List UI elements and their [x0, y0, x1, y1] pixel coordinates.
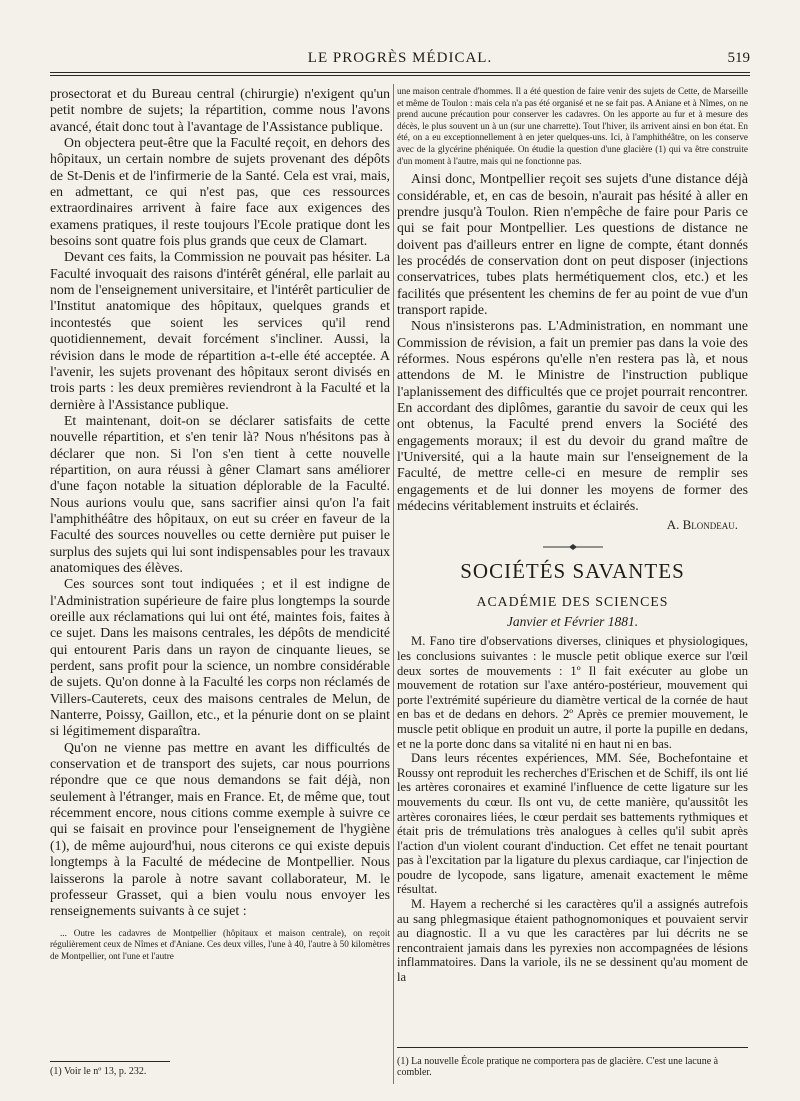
journal-title: LE PROGRÈS MÉDICAL. — [307, 50, 493, 66]
column-separator — [393, 84, 394, 1084]
right-paragraph: Nous n'insisterons pas. L'Administration, en nommant une Commission de révision, a fait un premier pas dans la voie des réformes. Nous espérons qu'elle n'en restera pas là, et nous attendons de M. le Ministre de l'instruction publique l'aplanissement des difficultés que ce projet pourrait rencontrer. En accordant des diplômes, garantie du savoir de ceux qui les ont obtenus, la Faculté prend envers la Société des engagements moraux; il est du devoir du grand maître de l'Université, qui a la haute main sur l'enseignement de la Faculté, de mettre celle-ci en mesure de remplir ses engagements et de lui donner les moyens de former des médecins véritablement instruits et éclairés. — [397, 318, 748, 514]
ornament-icon — [543, 544, 603, 550]
page-number: 519 — [727, 50, 750, 66]
left-quote: ... Outre les cadavres de Montpellier (hôpitaux et maison centrale), on reçoit régulièrement ceux de Nîmes et d'Aniane. Ces deux villes, l'une à 40, l'autre à 50 kilomètres de Montpellier, ont l'une et l'autre — [50, 927, 390, 961]
left-paragraph: On objectera peut-être que la Faculté reçoit, en dehors des hôpitaux, un certain nombre de sujets provenant des dépôts de St-Denis et de l'infirmerie de la Santé. Cela est vrai, mais, en admettant, ce qui n'est pas, que ces ressources extraordinaires arrivent à faire face aux exigences des examens pratiques, il reste toujours l'Ecole pratique dont les besoins sont quatre fois plus grands que ceux de Clamart. — [50, 135, 390, 249]
science-paragraph: Dans leurs récentes expériences, MM. Sée, Bochefontaine et Roussy ont reproduit les recherches d'Erischen et de Schiff, ils ont lié les artères coronaires et examiné l'influence de cette ligature sur les mouvements du cœur. Ils ont vu, de cette manière, qu'aussitôt les artères coronaires liées, le cœur perdait ses battements rythmiques et était pris de trémulations très analogues à celles qu'il subit après l'action d'un violent courant d'induction. Cet effet ne tenait pourtant pas à l'excitation par la ligature du plexus cardiaque, car l'injection de poudre de lycopode, sans ligature, amenait exactement le même résultat. — [397, 751, 748, 897]
science-paragraph: M. Fano tire d'observations diverses, cliniques et physiologiques, les conclusions suivantes : le muscle petit oblique exerce sur l'œil deux sortes de mouvements : 1º Il fait exécuter au globe un mouvement de rotation sur l'axe antéro-postérieur, mouvement qui porte l'extrémité supérieure du diamètre vertical de la cornée de haut en bas et de dedans en dehors. 2º Après ce premier mouvement, le muscle petit oblique en produit un autre, il porte la pupille en dedans, et ne la porte donc dans sa vitalité ni en haut ni en bas. — [397, 634, 748, 751]
right-footnote: (1) La nouvelle École pratique ne comportera pas de glacière. C'est une lacune à combler. — [397, 1056, 719, 1078]
left-column — [50, 86, 390, 962]
page-header — [50, 50, 750, 74]
left-paragraph: Et maintenant, doit-on se déclarer satisfaits de cette nouvelle répartition, et s'en tenir là? Nous n'hésitons pas à déclarer que non. Si l'on s'en tient à cette nouvelle répartition, on aura réussi à gêner Clamart sans améliorer d'une façon notable la situation déplorable de la Faculté. Nous aurions voulu que, sans sacrifier ainsi qu'on l'a fait l'amphithéâtre des hôpitaux, on eut su créer en faveur de la Faculté des sources nouvelles ou cette dernière put puiser le surplus des sujets qui lui sont indispensables pour les travaux anatomiques des élèves. — [50, 412, 390, 575]
left-footnote-rule — [50, 1061, 170, 1062]
right-footnote-rule — [397, 1047, 748, 1048]
left-footnote: (1) Voir le nº 13, p. 232. — [50, 1066, 147, 1077]
header-rule-top — [50, 72, 750, 73]
right-paragraph: Ainsi donc, Montpellier reçoit ses sujets d'une distance déjà considérable, et, en cas de besoin, n'aurait pas hésité à aller en prendre jusqu'à Toulon. Rien n'empêche de faire pour Paris ce qui se fait pour Montpellier. Les questions de distance ne doivent pas d'ailleurs entrer en ligne de compte, étant donnés les procédés de conservation dont on peut disposer (injections conservatrices, tubes plats hermétiquement clos, etc.) et les facilités que présentent les chemins de fer au point de vue d'un transport rapide. — [397, 171, 748, 317]
left-paragraph: Qu'on ne vienne pas mettre en avant les difficultés de conservation et de transport des sujets, car nous pourrions répondre que ce que nous demandons se fait déjà, non seulement à l'étranger, mais en France. Et, de même que, tout récemment encore, nous citions comme exemple à suivre ce qui se faisait en province pour l'enseignement de l'hygiène (1), de même aujourd'hui, nous citerons ce qui existe depuis longtemps à la Faculté de médecine de Montpellier. Nous laisserons la parole à notre savant collaborateur, M. le professeur Grasset, qui a bien voulu nous envoyer les renseignements suivants à ce sujet : — [50, 739, 390, 919]
left-paragraph: Devant ces faits, la Commission ne pouvait pas hésiter. La Faculté invoquait des raisons d'intérêt général, elle parlait au nom de l'enseignement universitaire, et l'intérêt particulier de l'Institut anatomique des hôpitaux, quelques grands et incontestés que soient les services qu'il rend quotidiennement, devait forcément s'incliner. Aussi, la révision dans le mode de répartition a-t-elle été acceptée. A l'avenir, les sujets provenant des hôpitaux seront divisés en trois parts : les deux premières reviendront à la Faculté et la dernière à l'Assistance publique. — [50, 249, 390, 412]
session-date: Janvier et Février 1881. — [506, 614, 639, 630]
signature: A. Blondeau. — [666, 517, 738, 533]
right-column — [397, 86, 748, 985]
ornament-divider — [397, 541, 748, 553]
right-quote: une maison centrale d'hommes. Il a été question de faire venir des sujets de Cette, de Marseille et même de Toulon : mais cela n'a pas été organisé et ne se fait pas. A Aniane et à Nîmes, on ne prend aucune précaution pour conserver les cadavres. On les apporte au fur et à mesure des décès, le plus souvent un à un (sur une charrette). Tout l'hiver, ils arrivent ainsi en bon état. En été, on a eu exceptionnellement à en jeter quelques-uns. Ici, à l'amphithéâtre, on les conserve avec de la glycérine phéniquée. On étudie la question d'une glacière (1) qui va être construite d'un moment à l'autre, mais qui ne fonctionne pas. — [397, 86, 748, 166]
header-rule-bottom — [50, 75, 750, 76]
left-paragraph: Ces sources sont tout indiquées ; et il est indigne de l'Administration supérieure de faire plus longtemps la sourde oreille aux réclamations qui lui ont été, maintes fois, faites à ce sujet. Dans les maisons centrales, les dépôts de mendicité qui entourent Paris dans un rayon de cinquante lieues, se perdent, sans profit pour la science, un nombre considérable de sujets. Qu'on donne à la Faculté les corps non réclamés de Villers-Cauterets, ceux des maisons centrales de Melun, de Nanterre, Poissy, Gaillon, etc., et la pénurie dont on se plaint si légitimement disparaîtra. — [50, 576, 390, 739]
science-paragraph: M. Hayem a recherché si les caractères qu'il a assignés autrefois au sang phlegmasique étaient pathognomoniques et pouvaient servir au diagnostic. Il a vu que les caractères par lui décrits ne se rencontraient jamais dans les pyrexies non accompagnées de lésions inflammatoires. Dans la variole, ils ne se dessinent qu'au moment de la — [397, 897, 748, 985]
subsection-title: ACADÉMIE DES SCIENCES — [476, 594, 669, 610]
left-paragraph: prosectorat et du Bureau central (chirurgie) n'exigent qu'un petit nombre de sujets; la répartition, comme nous l'avons avancé, était donc tout à l'avantage de l'Assistance publique. — [50, 86, 390, 134]
section-title: SOCIÉTÉS SAVANTES — [460, 559, 685, 584]
